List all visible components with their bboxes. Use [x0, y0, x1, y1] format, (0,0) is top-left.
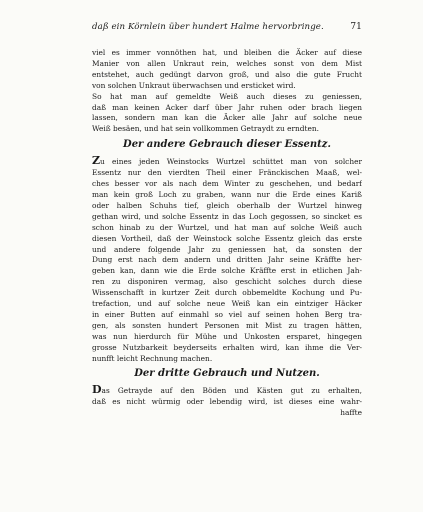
section-heading: Der dritte Gebrauch und Nutzen.	[134, 368, 320, 380]
paragraph-1	[92, 48, 362, 92]
text-line: von solchen Unkraut überwachsen und ersticket wird.	[92, 80, 296, 90]
page-number: 71	[350, 22, 362, 32]
text-line: Weiß besäen, und hat sein vollkommen Getraydt zu erndten.	[92, 124, 319, 134]
running-title: daß ein Körnlein über hundert Halme hervorbringe.	[92, 22, 324, 32]
text-line: geben kan, dann wie die Erde solche Kräffte erst in etlichen Jah-	[92, 266, 362, 276]
text-line: diesen Vortheil, daß der Weinstock solche Essentz gleich das erste	[92, 233, 362, 243]
text-line: ren zu disponiren vermag, also geschicht solches durch diese	[92, 277, 362, 287]
drop-cap: D	[92, 385, 102, 397]
text-line: Dung erst nach dem andern und dritten Jahr seine Kräffte her-	[92, 255, 362, 265]
text-line: nunfft leicht Rechnung machen.	[92, 353, 213, 363]
text-line: gen, als sonsten hundert Personen mit Mist zu tragen hätten,	[92, 320, 362, 330]
text-line: viel es immer vonnöthen hat, und bleiben die Äcker auf diese	[92, 48, 362, 57]
text-line: gethan wird, und solche Essentz in das Loch gegossen, so sincket es	[92, 211, 362, 221]
text-line: daß es nicht würmig oder lebendig wird, ist dieses eine wahr-	[92, 397, 362, 407]
paragraph-4	[92, 385, 362, 419]
text-line: grosse Nutzbarkeit beyderseits erhalten wird, kan ihme die Ver-	[92, 342, 362, 352]
text-line: entstehet, auch gedüngt darvon groß, und also die gute Frucht	[92, 69, 362, 79]
text-line: ches besser vor als nach dem Winter zu geschehen, und bedarf	[92, 179, 362, 189]
text-line: schon hinab zu der Wurtzel, und hat man auf solche Weiß auch	[92, 222, 362, 232]
text-line: Wissenschafft in kurtzer Zeit durch obbemeldte Kochung und Pu-	[92, 288, 362, 298]
first-line-text: u eines jeden Weinstocks Wurtzel schüttet man von solcher	[100, 157, 362, 167]
drop-cap: Z	[92, 156, 101, 168]
paragraph-3	[92, 156, 362, 364]
text-line	[92, 156, 362, 168]
text-line: daß man keinen Acker darf über Jahr ruhen oder brach liegen	[92, 102, 362, 112]
text-line: in einer Butten auf einmahl so viel auf seinen hohen Berg tra-	[92, 309, 362, 319]
text-line: trefaction, und auf solche neue Weiß kan ein eintziger Häcker	[92, 299, 362, 309]
paragraph-2	[92, 92, 362, 136]
text-line: Essentz nur den vierdten Theil einer Fränckischen Maaß, wel-	[92, 168, 362, 178]
text-line: oder halben Schuhs tief, gleich oberhalb der Wurtzel hinweg	[92, 200, 362, 210]
text-line: So hat man auf gemeldte Weiß auch dieses zu geniessen,	[92, 91, 362, 101]
section-heading: Der andere Gebrauch dieser Essentz.	[123, 139, 331, 151]
text-line: lassen, sondern man kan die Äcker alle Jahr auf solche neue	[92, 113, 362, 123]
catchword: haffte	[340, 408, 362, 418]
text-line: was nun hierdurch für Mühe und Unkosten ersparet, hingegen	[92, 331, 362, 341]
text-line: und andere folgende Jahr zu geniessen hat, da sonsten der	[92, 244, 362, 254]
text-line: man kein groß Loch zu graben, wann nur die Erde eines Kariß	[92, 189, 362, 199]
text-line: Manier von allen Unkraut rein, welches sonst von dem Mist	[92, 58, 362, 68]
text-line	[92, 385, 362, 397]
text-block	[92, 22, 362, 419]
first-line-text: as Getrayde auf den Böden und Kästen gut zu erhalten,	[101, 386, 362, 396]
running-header	[92, 22, 362, 32]
